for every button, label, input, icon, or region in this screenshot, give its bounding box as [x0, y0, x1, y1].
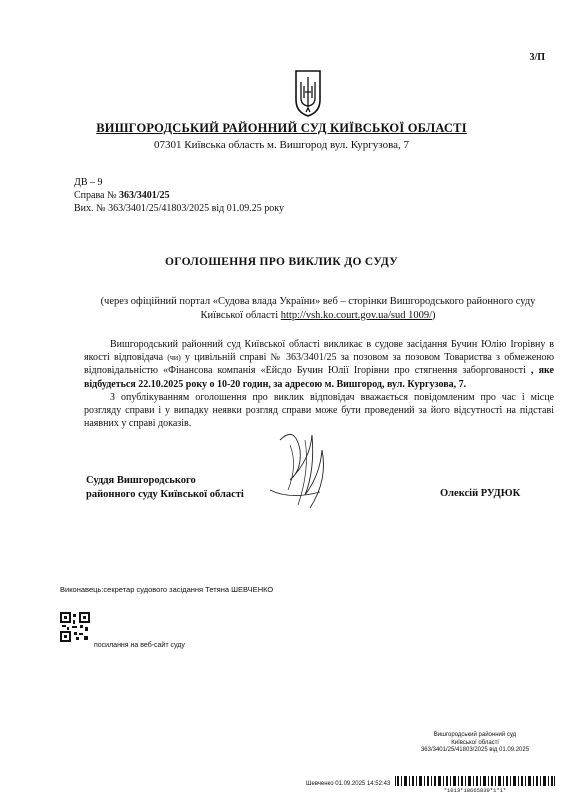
signature-icon: [250, 420, 360, 515]
qr-caption: посилання на веб-сайт суду: [94, 642, 185, 649]
portal-link[interactable]: http://vsh.ko.court.gov.ua/sud 1009/: [280, 309, 433, 321]
portal-text: (через офіційний портал «Судова влада України» веб – сторінки Вишгородського районного суду Київської області: [100, 296, 536, 321]
case-prefix: Справа №: [74, 190, 120, 201]
court-address: 07301 Київська область м. Вишгород вул. Кургузова, 7: [154, 139, 409, 151]
p1-part-a: Вишгородський районний суд Київської області викликає в судове засідання Бучин Юлію Ігорівну в якості відповідача: [84, 339, 554, 364]
case-number-line: [74, 189, 284, 202]
electronic-stamp: [395, 732, 555, 755]
stamp-court: Вишгородський районний суд: [433, 732, 517, 738]
coat-of-arms-icon: [293, 68, 323, 118]
hearing-details: , яке відбудеться 22.10.2025 року о 10-20 годин, за адресою м. Вишгород, вул. Кургузова, 7.: [84, 365, 554, 390]
barcode-icon: [395, 776, 555, 786]
stamp-region: Київської області: [451, 739, 499, 746]
reference-block: [74, 176, 284, 215]
barcode-number: *1013*18665839*1*1*: [443, 787, 507, 794]
notice-paragraph-2: З опублікуванням оголошення про виклик відповідач вважається повідомленим про час і місце розгляду справи і у випадку неявки розгляд справи може бути проведений за його відсутності на підставі наявних у справі доказів.: [84, 391, 554, 430]
portal-note: [88, 295, 548, 322]
notice-body: [84, 338, 554, 430]
executor-line: Виконавець:секретар судового засідання Тетяна ШЕВЧЕНКО: [60, 585, 274, 594]
case-number: 363/3401/25: [119, 190, 170, 201]
judge-title: [86, 474, 244, 502]
notice-paragraph-1: [84, 338, 554, 391]
p1-part-c: стягнення заборгованості: [414, 365, 532, 377]
dv-code: ДВ – 9: [74, 177, 103, 188]
portal-close: ): [432, 309, 436, 321]
document-title: ОГОЛОШЕННЯ ПРО ВИКЛИК ДО СУДУ: [165, 256, 398, 268]
outgoing-number: Вих. № 363/3401/25/41803/2025 від 01.09.25 року: [74, 203, 284, 214]
qr-code-icon[interactable]: [60, 612, 90, 642]
court-name: ВИШГОРОДСЬКИЙ РАЙОННИЙ СУД КИЇВСЬКОЇ ОБЛАСТІ: [96, 121, 467, 135]
p1-role: (чи): [167, 353, 181, 363]
stamp-signer: Шевченко 01.09.2025 14:52:43: [306, 781, 391, 787]
judge-name: Олексій РУДЮК: [440, 488, 521, 499]
p1-part-b: у цивільній справі № 363/3401/25 за позовом за позовом Товариства з обмеженою відповідальністю «Фінансова компанія «Ейсдо Бучин Юлії Ігорівни про: [84, 352, 554, 377]
stamp-reg-number: 363/3401/25/41803/2025 від 01.09.2025: [420, 747, 530, 753]
page-number: 3/П: [529, 52, 545, 63]
judge-title-line-2: районного суду Київської області: [86, 489, 244, 500]
judge-title-line-1: Суддя Вишгородського: [86, 475, 196, 486]
